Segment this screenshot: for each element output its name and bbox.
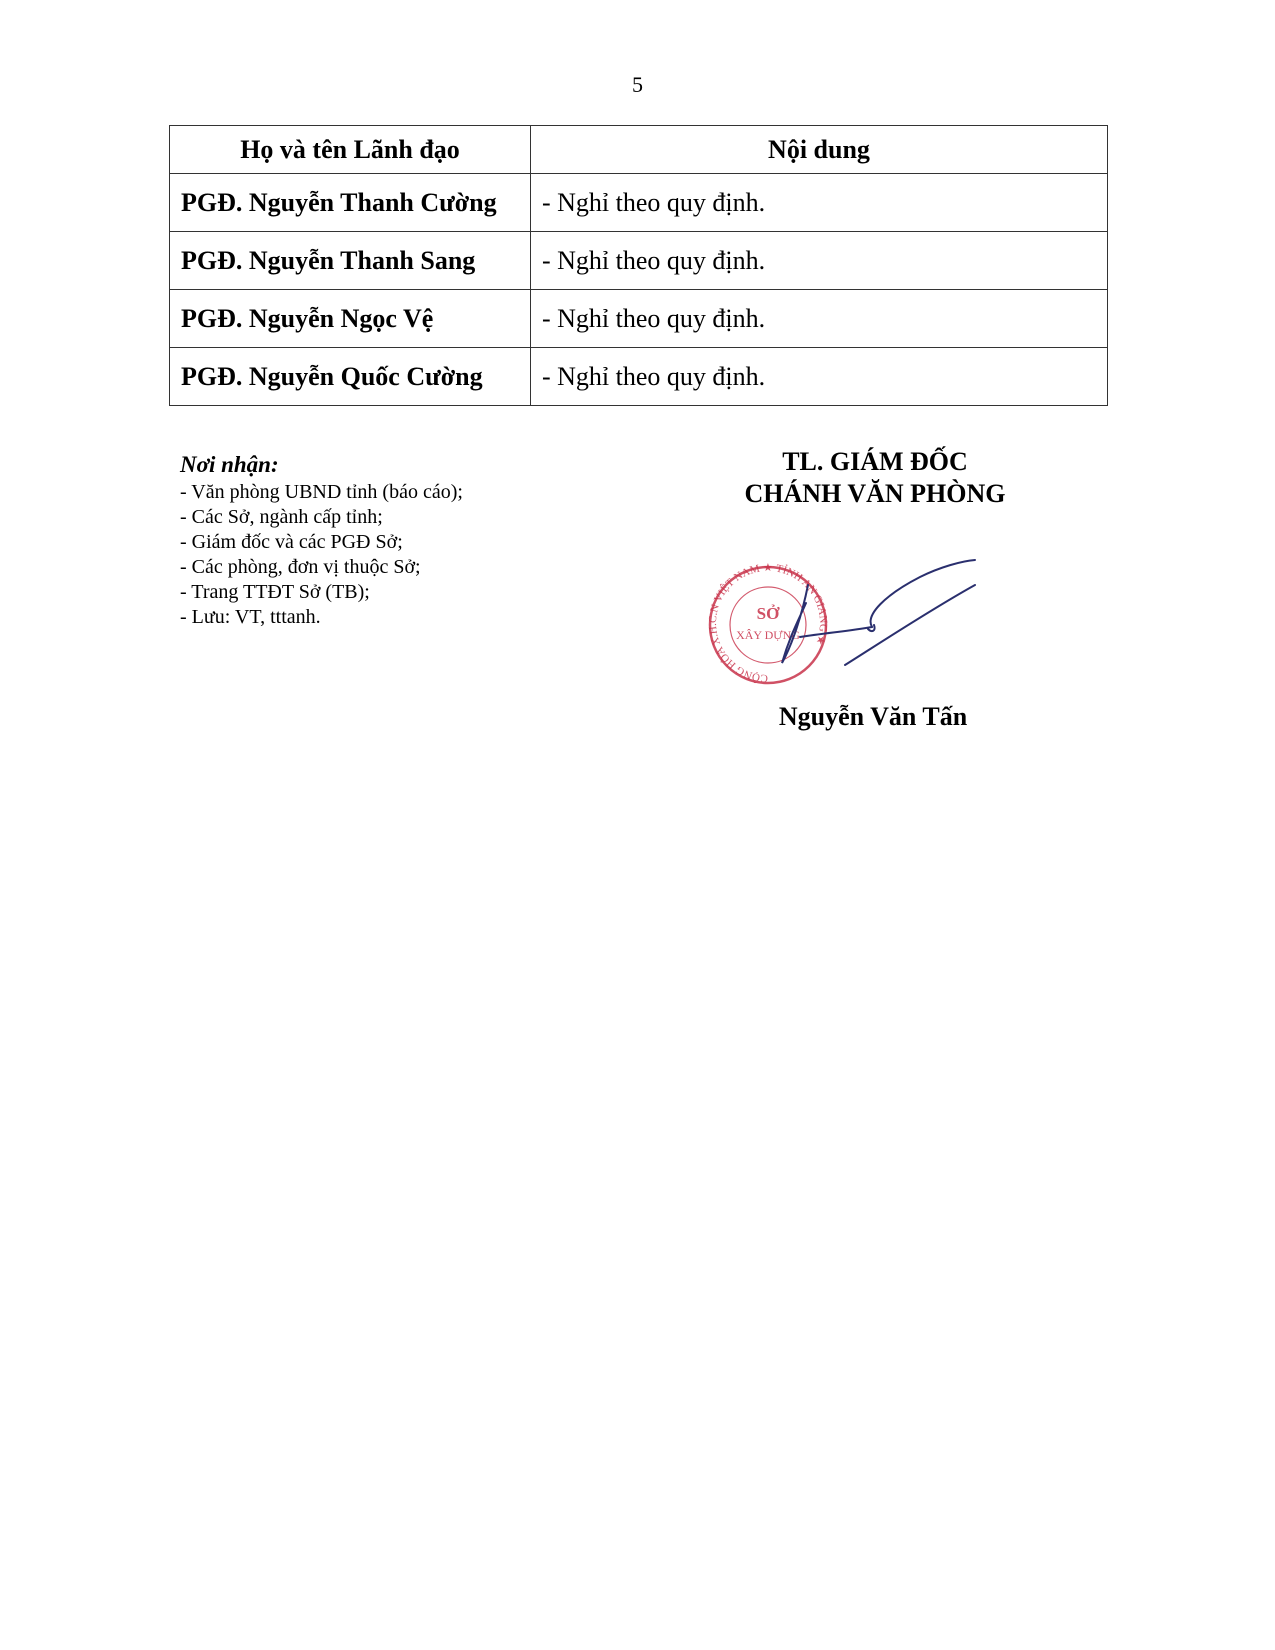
stamp-ring-text: CỘNG HÒA X.H.C.N VIỆT NAM ★ TỈNH AN GIANG ★ xyxy=(706,561,830,685)
leader-name-cell: PGĐ. Nguyễn Ngọc Vệ xyxy=(170,290,531,348)
recipient-item: - Văn phòng UBND tỉnh (báo cáo); xyxy=(180,481,463,503)
recipients-block xyxy=(180,452,463,630)
signer-title-line2: CHÁNH VĂN PHÒNG xyxy=(744,479,1006,508)
signer-name: Nguyễn Văn Tấn xyxy=(778,702,968,731)
recipient-item: - Các phòng, đơn vị thuộc Sở; xyxy=(180,556,421,578)
recipient-item: - Trang TTĐT Sở (TB); xyxy=(180,581,370,603)
page-number: 5 xyxy=(632,72,643,97)
table-row xyxy=(170,232,1108,290)
stamp-center-bottom: XÂY DỰNG xyxy=(736,628,800,642)
handwritten-signature xyxy=(782,560,975,665)
table-row xyxy=(170,348,1108,406)
table-header-row xyxy=(170,126,1108,174)
stamp-center-top: SỞ xyxy=(756,604,780,623)
signer-title-line1: TL. GIÁM ĐỐC xyxy=(782,447,968,476)
signature-area xyxy=(700,555,1000,695)
signer-title xyxy=(700,446,1050,510)
recipient-item: - Các Sở, ngành cấp tỉnh; xyxy=(180,506,383,528)
table-row xyxy=(170,290,1108,348)
content-cell: - Nghỉ theo quy định. xyxy=(531,290,1108,348)
official-stamp xyxy=(707,562,829,684)
header-leader-name: Họ và tên Lãnh đạo xyxy=(170,126,531,174)
content-cell: - Nghỉ theo quy định. xyxy=(531,232,1108,290)
table-row xyxy=(170,174,1108,232)
leader-name-cell: PGĐ. Nguyễn Thanh Sang xyxy=(170,232,531,290)
header-content: Nội dung xyxy=(531,126,1108,174)
leader-name-cell: PGĐ. Nguyễn Thanh Cường xyxy=(170,174,531,232)
content-cell: - Nghỉ theo quy định. xyxy=(531,174,1108,232)
recipient-item: - Giám đốc và các PGĐ Sở; xyxy=(180,531,403,553)
recipient-item: - Lưu: VT, tttanh. xyxy=(180,606,321,628)
leader-name-cell: PGĐ. Nguyễn Quốc Cường xyxy=(170,348,531,406)
stamp-and-signature xyxy=(700,555,1000,695)
content-cell: - Nghỉ theo quy định. xyxy=(531,348,1108,406)
recipients-title: Nơi nhận: xyxy=(180,452,279,477)
leader-schedule-table xyxy=(169,125,1108,406)
